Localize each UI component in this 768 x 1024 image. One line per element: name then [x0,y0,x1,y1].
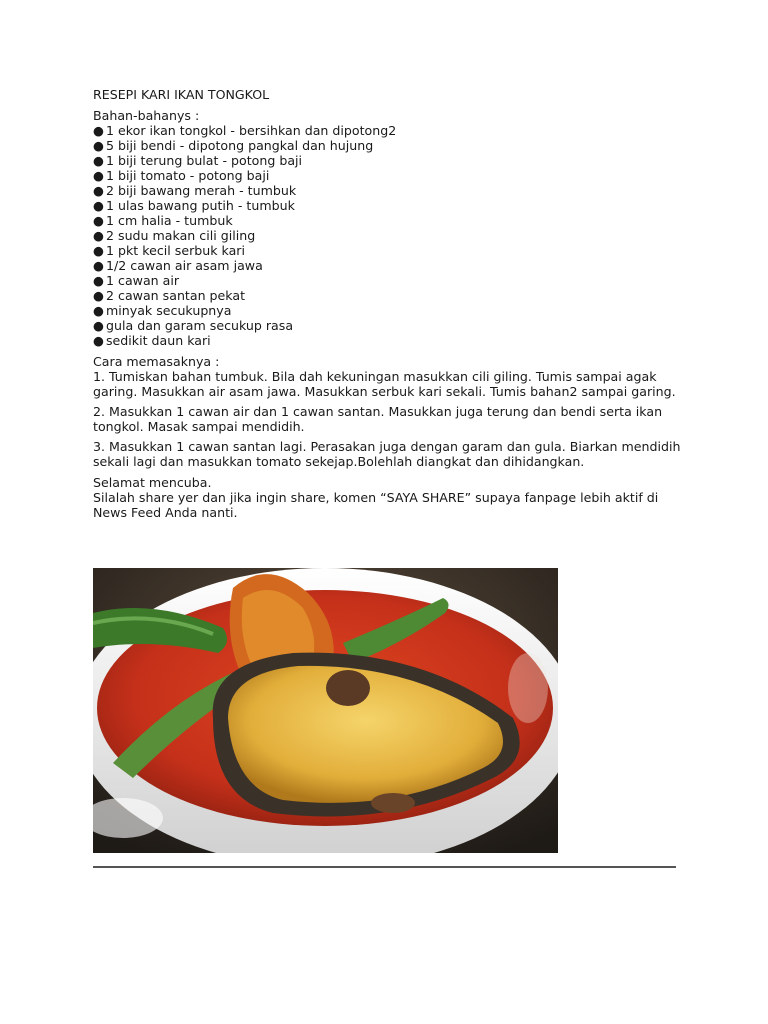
divider [93,866,676,868]
closing-line: Selamat mencuba. [93,475,212,490]
list-item: ● sedikit daun kari [93,333,211,348]
bullet-icon: ● [93,213,104,228]
list-item: ● 2 sudu makan cili giling [93,228,256,243]
bullet-icon: ● [93,198,104,213]
bullet-icon: ● [93,243,104,258]
method-step: 2. Masukkan 1 cawan air dan 1 cawan santan. Masukkan juga terung dan bendi serta ikan tongkol. Masak sampai mendidih. [93,404,663,434]
list-item: ● 2 biji bawang merah - tumbuk [93,183,297,198]
list-item: ● 1 ekor ikan tongkol - bersihkan dan dipotong2 [93,123,397,138]
bullet-icon: ● [93,258,104,273]
list-item: ● 1 biji tomato - potong baji [93,168,270,183]
list-item: ● 2 cawan santan pekat [93,288,246,303]
bullet-icon: ● [93,228,104,243]
fish-curry-bowl-image [93,568,558,853]
bullet-icon: ● [93,168,104,183]
list-item: ● gula dan garam secukup rasa [93,318,294,333]
method-step: 1. Tumiskan bahan tumbuk. Bila dah kekuningan masukkan cili giling. Tumis sampai agak garing. Masukkan air asam jawa. Masukkan serbuk kari sekali. Tumis bahan2 sampai garing. [93,369,676,399]
bullet-icon: ● [93,138,104,153]
ingredients-label: Bahan-bahanys : [93,108,200,123]
share-note: Silalah share yer dan jika ingin share, komen “SAYA SHARE” supaya fanpage lebih aktif di News Feed Anda nanti. [93,490,659,520]
list-item: ● 1 ulas bawang putih - tumbuk [93,198,295,213]
method-step: 3. Masukkan 1 cawan santan lagi. Perasakan juga dengan garam dan gula. Biarkan mendidih sekali lagi dan masukkan tomato sekejap.Bolehlah diangkat dan dihidangkan. [93,439,681,469]
list-item: ● 1 pkt kecil serbuk kari [93,243,245,258]
list-item: ● 1 cm halia - tumbuk [93,213,233,228]
bullet-icon: ● [93,153,104,168]
method-label: Cara memasaknya : [93,354,220,369]
bullet-icon: ● [93,273,104,288]
list-item: ● 5 biji bendi - dipotong pangkal dan hujung [93,138,374,153]
list-item: ● 1/2 cawan air asam jawa [93,258,263,273]
recipe-title: RESEPI KARI IKAN TONGKOL [93,87,270,102]
recipe-document [93,87,683,520]
bullet-icon: ● [93,303,104,318]
curry-photo [93,568,558,853]
bullet-icon: ● [93,123,104,138]
list-item: ● 1 biji terung bulat - potong baji [93,153,303,168]
bullet-icon: ● [93,333,104,348]
ingredient-list [93,123,683,348]
bullet-icon: ● [93,318,104,333]
bullet-icon: ● [93,288,104,303]
list-item: ● minyak secukupnya [93,303,232,318]
list-item: ● 1 cawan air [93,273,180,288]
bullet-icon: ● [93,183,104,198]
